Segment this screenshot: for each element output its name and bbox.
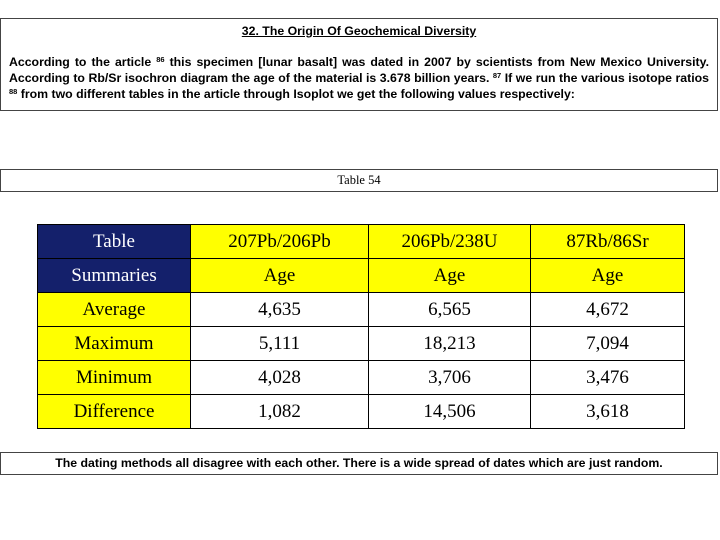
table-row	[38, 395, 685, 429]
table-cell: 6,565	[369, 293, 531, 327]
table-cell: 5,111	[191, 327, 369, 361]
table-cell: 7,094	[531, 327, 685, 361]
table-cell: 3,706	[369, 361, 531, 395]
intro-text-3: If we run the various isotope ratios	[504, 71, 710, 85]
header-row-age	[38, 259, 685, 293]
row-label-difference: Difference	[38, 395, 191, 429]
intro-text-1: According to the article	[9, 55, 152, 69]
header-cell-age: Age	[531, 259, 685, 293]
header-cell-pb207-pb206: 207Pb/206Pb	[191, 225, 369, 259]
intro-text-2: this specimen [lunar basalt] was dated in 2007 by scientists from New Mexico University. According to Rb/Sr isochron diagram the age of the material is 3.678 billion years.	[9, 55, 709, 85]
row-label-maximum: Maximum	[38, 327, 191, 361]
header-cell-age: Age	[369, 259, 531, 293]
footnote-ref-88: 88	[9, 87, 18, 96]
section-heading: 32. The Origin Of Geochemical Diversity	[241, 24, 477, 38]
footnote-ref-86: 86	[156, 55, 165, 64]
header-row-ratios	[38, 225, 685, 259]
table-cell: 4,672	[531, 293, 685, 327]
isotope-age-table	[37, 224, 685, 429]
intro-paragraph	[9, 54, 709, 102]
table-row	[38, 327, 685, 361]
header-cell-pb206-u238: 206Pb/238U	[369, 225, 531, 259]
row-label-average: Average	[38, 293, 191, 327]
table-cell: 1,082	[191, 395, 369, 429]
header-cell-rb87-sr86: 87Rb/86Sr	[531, 225, 685, 259]
row-label-minimum: Minimum	[38, 361, 191, 395]
table-row	[38, 361, 685, 395]
table-cell: 4,028	[191, 361, 369, 395]
intro-text-box	[0, 18, 718, 111]
table-caption: Table 54	[0, 169, 718, 192]
table-row	[38, 293, 685, 327]
table-cell: 3,476	[531, 361, 685, 395]
table-cell: 3,618	[531, 395, 685, 429]
table-cell: 14,506	[369, 395, 531, 429]
table-cell: 4,635	[191, 293, 369, 327]
table-cell: 18,213	[369, 327, 531, 361]
header-cell-age: Age	[191, 259, 369, 293]
footnote-ref-87: 87	[492, 71, 502, 80]
header-cell-summaries: Summaries	[38, 259, 191, 293]
intro-text-4: from two different tables in the article through Isoplot we get the following values respectively:	[20, 87, 575, 101]
header-cell-table: Table	[38, 225, 191, 259]
conclusion-text-box: The dating methods all disagree with each other. There is a wide spread of dates which are just random.	[0, 452, 718, 475]
